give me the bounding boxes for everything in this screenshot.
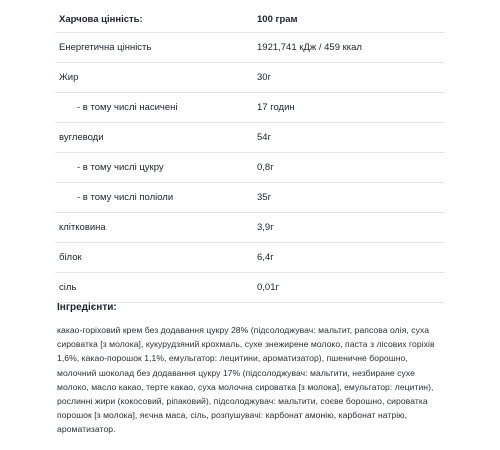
nutrient-name: білок bbox=[59, 252, 82, 263]
nutrient-name: клітковина bbox=[59, 222, 106, 233]
nutrient-value: 3,9г bbox=[257, 222, 274, 233]
nutrition-header-value: 100 грам bbox=[257, 13, 298, 25]
nutrition-row-energy bbox=[55, 33, 445, 63]
nutrient-name: Енергетична цінність bbox=[59, 42, 152, 53]
nutrition-header-row bbox=[55, 6, 445, 33]
nutrition-row-sugar bbox=[55, 153, 445, 183]
nutrient-name: вуглеводи bbox=[59, 132, 104, 143]
ingredients-text: какао-горіховий крем без додавання цукру 28% (підсолоджувач: мальтит, рапсова олія, суха сироватка [з молока], кукурудзяний крохмаль, сухе знежирене молоко, паста з лісових горіхів 1,6%, какао-порошок 1,1%, емульгатор: лецитини, ароматизатор), пшеничне борошно, молочний шоколад без додавання цукру 17% (підсолоджувач: мальтити, незбиране сухе молоко, масло какао, терте какао, суха молочна сироватка [з молока], емульгатор: лецитин), рослинні жири (кокосовий, ріпаковий), підсолоджувач: мальтити, соєве борошно, сироватка порошок [з молока], яєчна маса, сіль, розпушувачі: карбонат амонію, карбонат натрію, ароматизатор. bbox=[57, 325, 435, 435]
nutrient-value: 30г bbox=[257, 72, 272, 83]
nutrition-row-saturated bbox=[55, 93, 445, 123]
nutrition-row-fiber bbox=[55, 213, 445, 243]
nutrition-row-carbs bbox=[55, 123, 445, 153]
nutrient-value: 35г bbox=[257, 192, 272, 203]
nutrient-value: 54г bbox=[257, 132, 272, 143]
nutrient-name: сіль bbox=[59, 282, 77, 293]
nutrition-header-label: Харчова цінність: bbox=[59, 13, 143, 25]
nutrient-name: - в тому числі поліоли bbox=[77, 192, 174, 203]
nutrition-row-polyols bbox=[55, 183, 445, 213]
nutrient-value: 6,4г bbox=[257, 252, 274, 263]
nutrition-row-salt bbox=[55, 273, 445, 303]
nutrient-value: 0,01г bbox=[257, 282, 279, 293]
nutrient-name: Жир bbox=[59, 72, 79, 83]
nutrient-name: - в тому числі цукру bbox=[77, 162, 164, 173]
nutrient-name: - в тому числі насичені bbox=[77, 102, 178, 113]
nutrient-value: 17 годин bbox=[257, 102, 295, 113]
nutrient-value: 0,8г bbox=[257, 162, 274, 173]
nutrition-row-protein bbox=[55, 243, 445, 273]
nutrition-row-fat bbox=[55, 63, 445, 93]
nutrition-table bbox=[55, 6, 445, 303]
ingredients-section bbox=[57, 302, 447, 437]
ingredients-title: Інгредієнти: bbox=[57, 302, 117, 313]
nutrient-value: 1921,741 кДж / 459 ккал bbox=[257, 42, 362, 53]
